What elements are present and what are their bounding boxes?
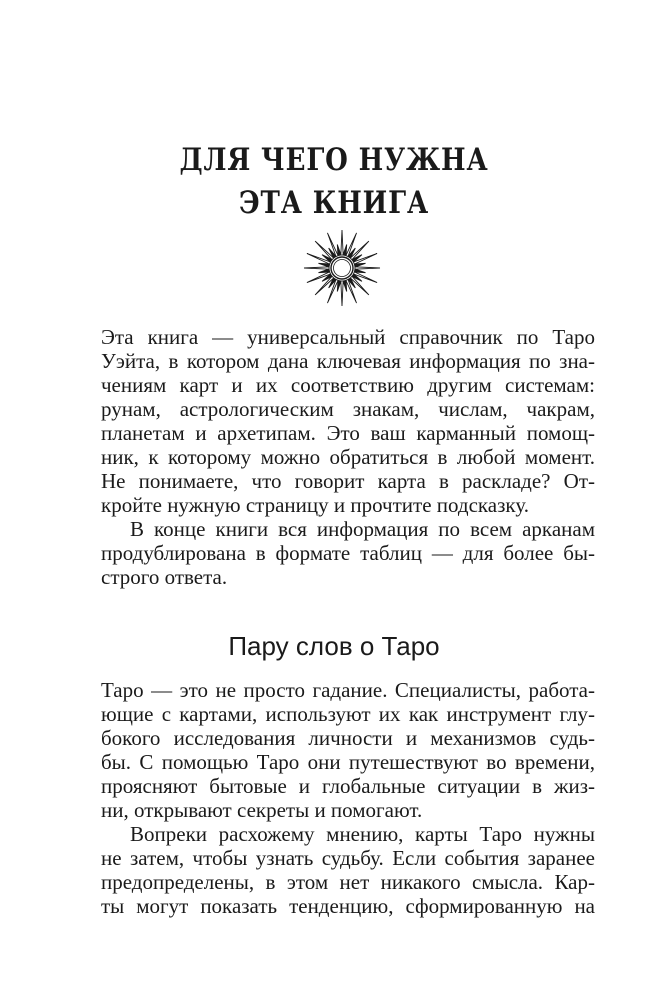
sun-ray	[341, 230, 343, 255]
section-heading: Пару слов о Таро	[228, 631, 440, 661]
text-line: ник, к которому можно обратиться в любой момент.	[101, 445, 595, 469]
text-line: В конце книги вся информация по всем арканам	[130, 517, 595, 541]
text-line: ющие с картами, используют их как инструмент глу-	[101, 702, 595, 726]
chapter-title-line-1: ДЛЯ ЧЕГО НУЖНА	[179, 142, 489, 178]
text-line: чениям карт и их соответствию другим системам:	[101, 373, 595, 397]
sun-ray	[355, 267, 380, 269]
text-line: Эта книга — универсальный справочник по Таро	[101, 325, 595, 349]
text-line: кройте нужную страницу и прочтите подсказку.	[101, 493, 529, 517]
text-line: Таро — это не просто гадание. Специалисты, работа-	[101, 678, 595, 702]
text-line: не затем, чтобы узнать судьбу. Если события заранее	[101, 846, 595, 870]
text-line: Вопреки расхожему мнению, карты Таро нужны	[130, 822, 595, 846]
text-line: продублирована в формате таблиц — для более бы-	[101, 541, 595, 565]
text-line: бы. С помощью Таро они путешествуют во времени,	[101, 750, 595, 774]
sun-icon	[302, 228, 382, 308]
text-line: Не понимаете, что говорит карта в раскладе? От-	[101, 469, 595, 493]
sun-ray	[341, 281, 343, 306]
sun-ray	[318, 263, 329, 267]
text-line: бокого исследования личности и механизмов судь-	[101, 726, 595, 750]
sun-ray	[343, 244, 347, 255]
text-line: рунам, астрологическим знакам, числам, чакрам,	[101, 397, 595, 421]
text-line: предопределены, в этом нет никакого смысла. Кар-	[101, 870, 595, 894]
chapter-title-line-2: ЭТА КНИГА	[238, 185, 429, 221]
text-line: ни, открывают секреты и помогают.	[101, 798, 423, 822]
text-line: Уэйта, в котором дана ключевая информация по зна-	[101, 349, 595, 373]
sun-ray	[304, 267, 329, 269]
sun-ray	[354, 263, 365, 267]
text-line: проясняют бытовые и глобальные ситуации в жиз-	[101, 774, 595, 798]
sun-ray	[354, 269, 365, 273]
text-line: строго ответа.	[101, 565, 228, 589]
text-line: планетам и архетипам. Это ваш карманный помощ-	[101, 421, 595, 445]
sun-ray	[337, 280, 341, 291]
text-line: ты могут показать тенденцию, сформированную на	[101, 894, 595, 918]
